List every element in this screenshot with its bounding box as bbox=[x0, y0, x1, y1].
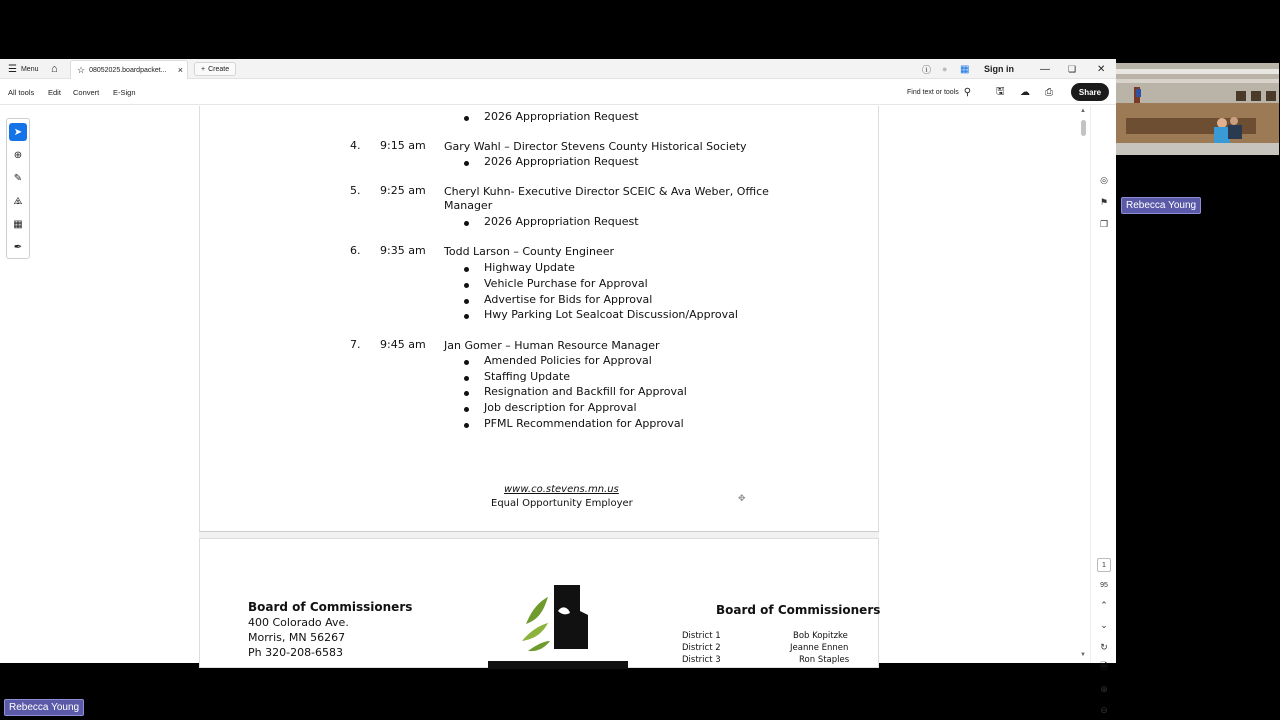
star-icon[interactable]: ☆ bbox=[77, 64, 86, 75]
main-toolbar bbox=[0, 80, 1116, 105]
edit-button[interactable]: Edit bbox=[48, 88, 61, 97]
title-bar bbox=[0, 59, 1116, 79]
create-label: Create bbox=[208, 65, 230, 73]
agenda-number: 4. bbox=[350, 139, 361, 152]
bullet bbox=[464, 161, 469, 166]
agenda-bullet-text: Staffing Update bbox=[484, 370, 570, 383]
next-page-icon[interactable]: ⌄ bbox=[1100, 619, 1108, 630]
previous-page-icon[interactable]: ⌃ bbox=[1100, 599, 1108, 610]
equal-opportunity-text: Equal Opportunity Employer bbox=[491, 498, 633, 509]
quick-tools-panel bbox=[6, 118, 30, 259]
district-name: Ron Staples bbox=[799, 655, 850, 665]
cursor-icon: ✥ bbox=[738, 493, 746, 503]
agenda-bullet-text: Hwy Parking Lot Sealcoat Discussion/Approval bbox=[484, 308, 738, 321]
comment-icon[interactable]: ◎ bbox=[1100, 174, 1108, 185]
board-title-left: Board of Commissioners bbox=[248, 600, 413, 614]
bullet bbox=[464, 267, 469, 272]
address-line-2: Morris, MN 56267 bbox=[248, 631, 346, 644]
district-label: District 3 bbox=[682, 655, 721, 665]
pdf-page-2 bbox=[199, 538, 879, 668]
refresh-icon[interactable]: ↻ bbox=[1100, 641, 1108, 652]
bullet bbox=[464, 283, 469, 288]
agenda-number: 7. bbox=[350, 338, 361, 351]
select-cursor-icon[interactable]: ➤ bbox=[9, 123, 27, 141]
agenda-time: 9:35 am bbox=[380, 244, 426, 257]
document-view[interactable] bbox=[0, 106, 1090, 663]
district-label: District 1 bbox=[682, 631, 721, 641]
agenda-bullet-text: Advertise for Bids for Approval bbox=[484, 293, 653, 306]
right-rail bbox=[1090, 106, 1116, 715]
address-line-1: 400 Colorado Ave. bbox=[248, 616, 349, 629]
board-title-right: Board of Commissioners bbox=[716, 603, 881, 617]
scroll-down-icon[interactable]: ▼ bbox=[1080, 652, 1086, 658]
zoom-icon[interactable]: ⊕ bbox=[13, 149, 23, 161]
website-link[interactable]: www.co.stevens.mn.us bbox=[504, 484, 619, 495]
agenda-bullet-text: Resignation and Backfill for Approval bbox=[484, 385, 687, 398]
text-select-icon[interactable]: ▦ bbox=[13, 218, 23, 230]
pages-icon[interactable]: ❐ bbox=[1099, 218, 1109, 229]
hamburger-icon: ☰ bbox=[8, 63, 17, 75]
search-icon: ⚲ bbox=[963, 87, 972, 98]
sign-in-button[interactable]: Sign in bbox=[984, 64, 1014, 74]
agenda-title: Cheryl Kuhn- Executive Director SCEIC & Ava Weber, Office bbox=[444, 185, 769, 198]
close-tab-icon[interactable]: × bbox=[177, 65, 183, 75]
bullet bbox=[464, 221, 469, 226]
bullet bbox=[464, 299, 469, 304]
document-tab[interactable] bbox=[70, 60, 188, 79]
agenda-number: 6. bbox=[350, 244, 361, 257]
find-label: Find text or tools bbox=[907, 89, 959, 96]
lasso-icon[interactable]: ⧌ bbox=[13, 195, 23, 207]
agenda-time: 9:15 am bbox=[380, 139, 426, 152]
pdf-page bbox=[199, 106, 879, 532]
find-text-button[interactable] bbox=[907, 80, 971, 105]
page-number-field[interactable]: 1 bbox=[1097, 558, 1111, 572]
minimize-icon[interactable]: — bbox=[1040, 63, 1050, 75]
agenda-title: Gary Wahl – Director Stevens County Historical Society bbox=[444, 140, 747, 153]
agenda-bullet-text: PFML Recommendation for Approval bbox=[484, 417, 684, 430]
apps-grid-icon[interactable]: ▦ bbox=[960, 63, 970, 75]
close-window-icon[interactable]: ✕ bbox=[1097, 63, 1106, 75]
bullet bbox=[464, 360, 469, 365]
participant-name-badge-bottom: Rebecca Young bbox=[4, 699, 84, 716]
bullet bbox=[464, 407, 469, 412]
save-icon[interactable]: 🖫 bbox=[996, 86, 1005, 97]
district-name: Bob Kopitzke bbox=[793, 631, 848, 641]
agenda-bullet-text: 2026 Appropriation Request bbox=[484, 155, 639, 168]
convert-button[interactable]: Convert bbox=[73, 88, 100, 97]
help-icon[interactable]: ⓘ bbox=[922, 64, 932, 75]
zoom-in-icon[interactable]: ⊕ bbox=[1100, 683, 1108, 694]
agenda-title-cont: Manager bbox=[444, 199, 493, 212]
agenda-time: 9:45 am bbox=[380, 338, 426, 351]
participant-name-badge: Rebecca Young bbox=[1121, 197, 1201, 214]
tab-title: 08052025.boardpacket... bbox=[89, 66, 167, 74]
phone-number: Ph 320-208-6583 bbox=[248, 646, 344, 659]
print-icon[interactable]: ⎙ bbox=[1045, 87, 1053, 98]
restore-icon[interactable]: ❏ bbox=[1068, 63, 1077, 74]
agenda-title: Todd Larson – County Engineer bbox=[444, 245, 615, 258]
document-icon[interactable]: 🗎 bbox=[1100, 661, 1108, 671]
plus-icon: + bbox=[201, 65, 206, 73]
video-feed bbox=[1116, 63, 1279, 155]
menu-button[interactable] bbox=[8, 59, 38, 79]
agenda-title: Jan Gomer – Human Resource Manager bbox=[444, 339, 660, 352]
agenda-number: 5. bbox=[350, 184, 361, 197]
create-button[interactable] bbox=[194, 62, 236, 76]
home-icon[interactable]: ⌂ bbox=[51, 63, 58, 75]
agenda-bullet-text: Job description for Approval bbox=[484, 401, 637, 414]
all-tools-button[interactable]: All tools bbox=[8, 88, 35, 97]
menu-label: Menu bbox=[20, 65, 39, 73]
page-total: 95 bbox=[1100, 581, 1108, 589]
scroll-thumb[interactable] bbox=[1081, 120, 1086, 136]
notification-icon[interactable]: ● bbox=[942, 64, 948, 74]
bullet bbox=[464, 314, 469, 319]
district-label: District 2 bbox=[682, 643, 721, 653]
district-name: Jeanne Ennen bbox=[790, 643, 849, 653]
share-button[interactable]: Share bbox=[1071, 83, 1109, 101]
zoom-out-icon[interactable]: ⊖ bbox=[1100, 704, 1108, 715]
bookmark-icon[interactable]: ⚑ bbox=[1099, 196, 1109, 207]
bullet bbox=[464, 376, 469, 381]
scroll-up-icon[interactable]: ▲ bbox=[1080, 108, 1086, 114]
agenda-bullet-text: 2026 Appropriation Request bbox=[484, 110, 639, 123]
agenda-bullet-text: Vehicle Purchase for Approval bbox=[484, 277, 648, 290]
agenda-time: 9:25 am bbox=[380, 184, 426, 197]
agenda-bullet-text: Highway Update bbox=[484, 261, 575, 274]
esign-button[interactable]: E-Sign bbox=[113, 88, 136, 97]
meeting-room-image bbox=[1116, 63, 1279, 155]
vertical-scrollbar[interactable] bbox=[1077, 106, 1090, 663]
bullet bbox=[464, 116, 469, 121]
bullet bbox=[464, 391, 469, 396]
agenda-bullet-text: 2026 Appropriation Request bbox=[484, 215, 639, 228]
bullet bbox=[464, 423, 469, 428]
agenda-bullet-text: Amended Policies for Approval bbox=[484, 354, 652, 367]
sign-icon[interactable]: ✒ bbox=[13, 241, 23, 253]
county-logo bbox=[518, 579, 598, 669]
upload-cloud-icon[interactable]: ☁ bbox=[1020, 87, 1030, 98]
pen-icon[interactable]: ✎ bbox=[13, 172, 23, 184]
